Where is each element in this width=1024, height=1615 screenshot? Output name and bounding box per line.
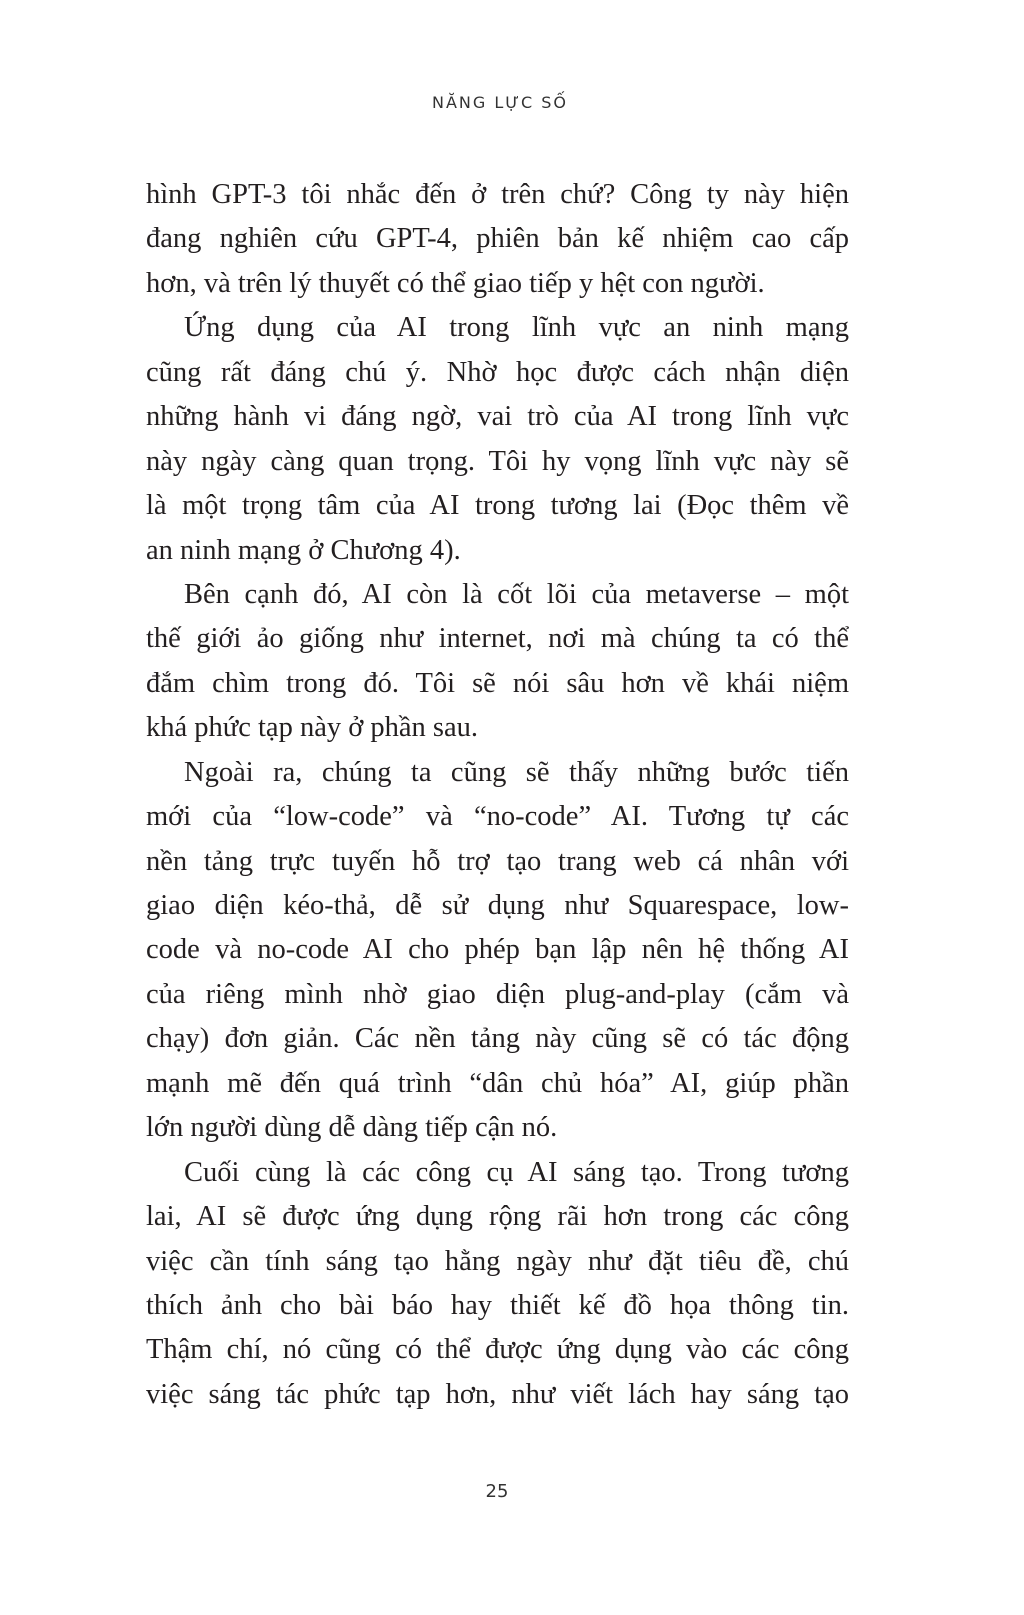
running-header: NĂNG LỰC SỐ — [431, 93, 568, 112]
text-line: này ngày càng quan trọng. Tôi hy vọng lĩnh vực này sẽ — [146, 445, 849, 477]
text-line: hình GPT-3 tôi nhắc đến ở trên chứ? Công ty này hiện — [146, 179, 849, 210]
text-line: thế giới ảo giống như internet, nơi mà chúng ta có thể — [146, 623, 849, 655]
body-text — [146, 173, 849, 1417]
paragraph — [146, 306, 849, 573]
text-line: code và no-code AI cho phép bạn lập nên hệ thống AI — [146, 934, 849, 966]
text-line: việc sáng tác phức tạp hơn, như viết lách hay sáng tạo — [146, 1378, 849, 1410]
text-line: Cuối cùng là các công cụ AI sáng tạo. Trong tương — [184, 1156, 849, 1188]
text-line: mới của “low-code” và “no-code” AI. Tương tự các — [146, 801, 849, 833]
paragraph — [146, 573, 849, 751]
text-line: an ninh mạng ở Chương 4). — [146, 534, 461, 566]
text-line: thích ảnh cho bài báo hay thiết kế đồ họa thông tin. — [146, 1289, 849, 1321]
text-line: là một trọng tâm của AI trong tương lai (Đọc thêm về — [146, 490, 849, 522]
text-line: Ứng dụng của AI trong lĩnh vực an ninh mạng — [184, 312, 849, 344]
text-line: khá phức tạp này ở phần sau. — [146, 712, 479, 744]
paragraph — [146, 751, 849, 1151]
text-line: đắm chìm trong đó. Tôi sẽ nói sâu hơn về khái niệm — [146, 667, 849, 699]
text-line: Thậm chí, nó cũng có thể được ứng dụng vào các công — [146, 1334, 849, 1366]
text-line: lớn người dùng dễ dàng tiếp cận nó. — [146, 1112, 558, 1144]
text-line: Bên cạnh đó, AI còn là cốt lõi của metaverse – một — [184, 578, 849, 610]
text-line: Ngoài ra, chúng ta cũng sẽ thấy những bước tiến — [184, 756, 849, 788]
text-line: giao diện kéo-thả, dễ sử dụng như Squarespace, low- — [146, 890, 849, 921]
text-line: hơn, và trên lý thuyết có thể giao tiếp y hệt con người. — [146, 267, 765, 299]
text-line: chạy) đơn giản. Các nền tảng này cũng sẽ có tác động — [146, 1023, 849, 1055]
text-line: việc cần tính sáng tạo hằng ngày như đặt tiêu đề, chú — [146, 1245, 849, 1277]
text-line: những hành vi đáng ngờ, vai trò của AI trong lĩnh vực — [146, 401, 849, 433]
text-line: của riêng mình nhờ giao diện plug-and-play (cắm và — [146, 978, 849, 1010]
text-line: lai, AI sẽ được ứng dụng rộng rãi hơn trong các công — [146, 1201, 849, 1233]
text-line: cũng rất đáng chú ý. Nhờ học được cách nhận diện — [146, 356, 849, 388]
page-number: 25 — [485, 1481, 509, 1502]
text-line: mạnh mẽ đến quá trình “dân chủ hóa” AI, giúp phần — [146, 1067, 849, 1099]
paragraph — [146, 1151, 849, 1418]
text-line: nền tảng trực tuyến hỗ trợ tạo trang web cá nhân với — [146, 845, 849, 877]
text-line: đang nghiên cứu GPT-4, phiên bản kế nhiệm cao cấp — [146, 223, 849, 255]
paragraph — [146, 173, 849, 306]
